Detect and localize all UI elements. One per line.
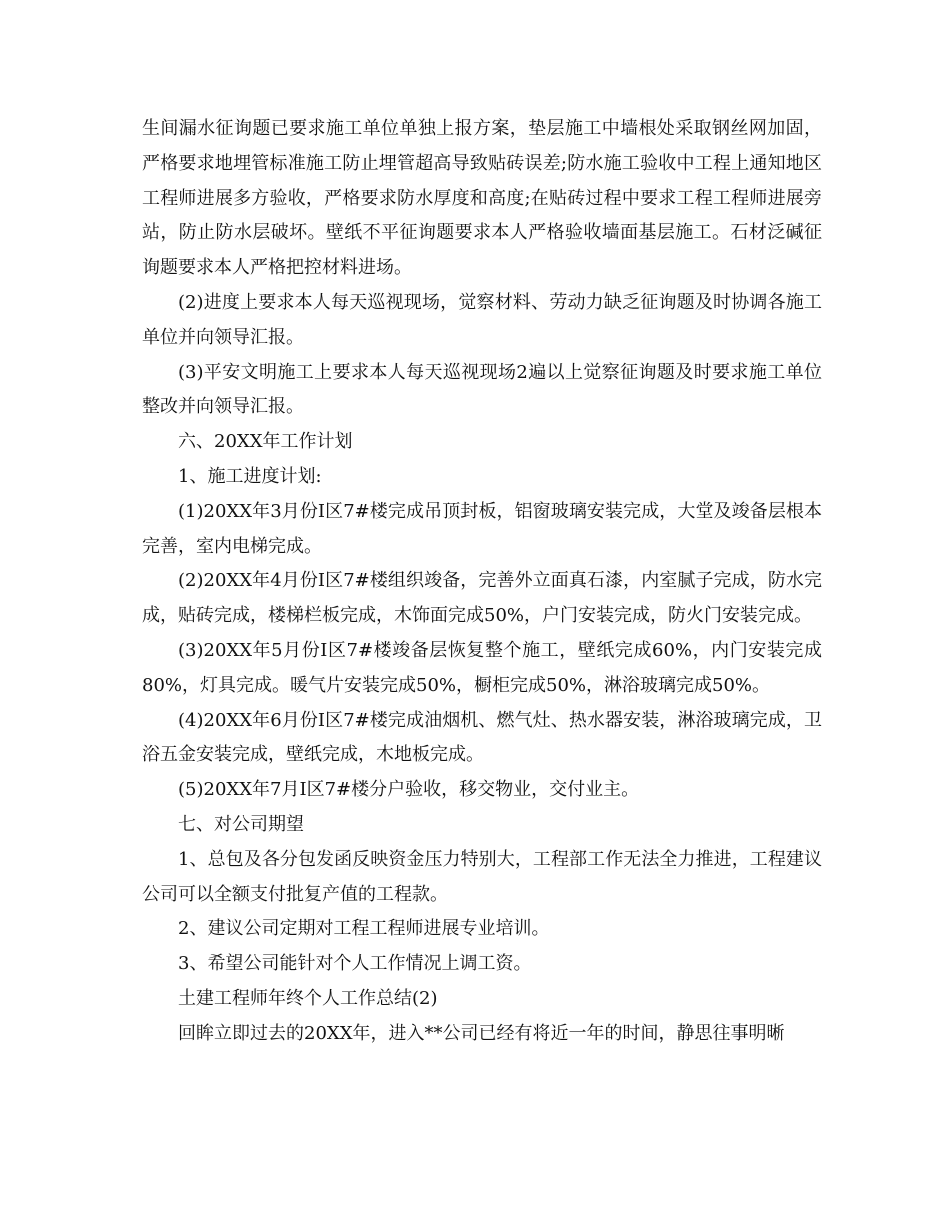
plan-item-may: (3)20XX年5月份Ⅰ区7#楼竣备层恢复整个施工，壁纸完成60%，内门安装完成80%，灯具完成。暖气片安装完成50%，橱柜完成50%，淋浴玻璃完成50%。 xyxy=(142,639,822,696)
heading-work-plan: 六、20XX年工作计划 xyxy=(178,431,353,453)
plan-item-july: (5)20XX年7月Ⅰ区7#楼分户验收，移交物业，交付业主。 xyxy=(178,779,640,801)
expectation-item-3: 3、希望公司能针对个人工作情况上调工资。 xyxy=(178,953,532,975)
plan-item-march: (1)20XX年3月份Ⅰ区7#楼完成吊顶封板，铝窗玻璃安装完成，大堂及竣备层根本完善，室内电梯完成。 xyxy=(142,500,822,557)
expectation-item-1: 1、总包及各分包发函反映资金压力特别大，工程部工作无法全力推进，工程建议公司可以全额支付批复产值的工程款。 xyxy=(142,848,822,905)
paragraph-waterproofing-measures: 生间漏水征询题已要求施工单位单独上报方案，垫层施工中墙根处采取钢丝网加固，严格要求地埋管标准施工防止埋管超高导致贴砖误差;防水施工验收中工程上通知地区工程师进展多方验收，严格要求防水厚度和高度;在贴砖过程中要求工程工程师进展旁站，防止防水层破坏。壁纸不平征询题要求本人严格验收墙面基层施工。石材泛碱征询题要求本人严格把控材料进场。 xyxy=(142,118,822,279)
paragraph-summary-intro: 回眸立即过去的20XX年，进入**公司已经有将近一年的时间，静思往事明晰 xyxy=(178,1022,785,1044)
heading-company-expectations: 七、对公司期望 xyxy=(178,813,304,835)
section-title-summary-2: 土建工程师年终个人工作总结(2) xyxy=(178,987,438,1009)
paragraph-progress-inspection: (2)进度上要求本人每天巡视现场，觉察材料、劳动力缺乏征询题及时协调各施工单位并向领导汇报。 xyxy=(142,291,822,348)
document-body xyxy=(142,112,822,1052)
subheading-schedule-plan: 1、施工进度计划: xyxy=(178,465,322,487)
paragraph-safety-inspection: (3)平安文明施工上要求本人每天巡视现场2遍以上觉察征询题及时要求施工单位整改并向领导汇报。 xyxy=(142,361,822,418)
expectation-item-2: 2、建议公司定期对工程工程师进展专业培训。 xyxy=(178,918,550,940)
plan-item-april: (2)20XX年4月份Ⅰ区7#楼组织竣备，完善外立面真石漆，内室腻子完成，防水完成，贴砖完成，楼梯栏板完成，木饰面完成50%，户门安装完成，防火门安装完成。 xyxy=(142,570,822,627)
plan-item-june: (4)20XX年6月份Ⅰ区7#楼完成油烟机、燃气灶、热水器安装，淋浴玻璃完成，卫浴五金安装完成，壁纸完成，木地板完成。 xyxy=(142,709,822,766)
